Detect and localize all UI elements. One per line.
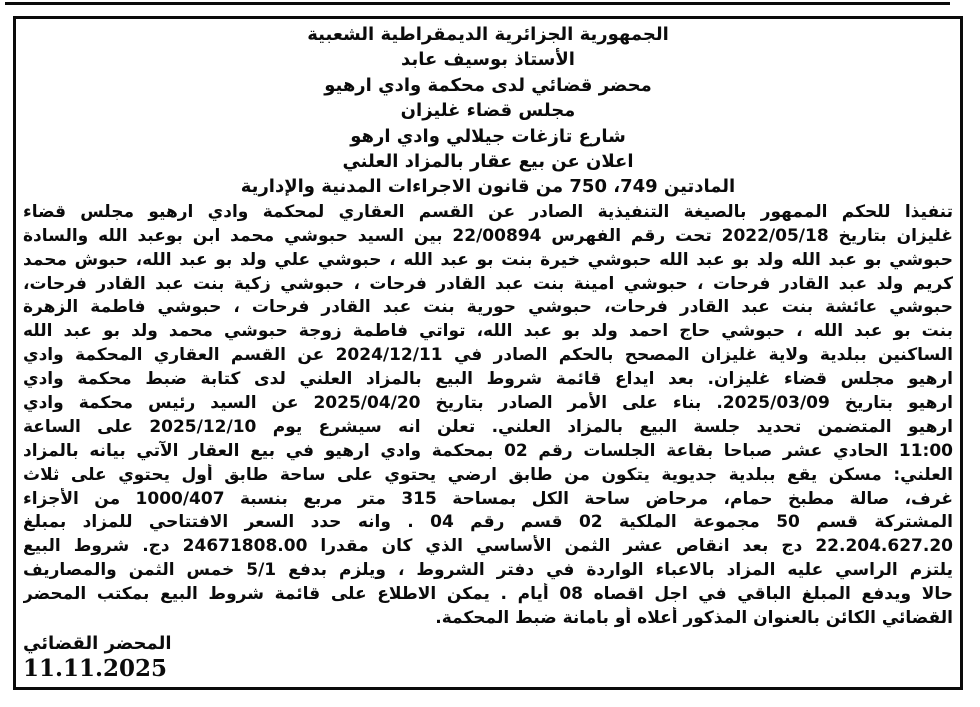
notice-body-paragraph [23, 201, 953, 631]
notice-header [23, 22, 953, 200]
header-line: شارع تازغات جيلالي وادي ارهو [350, 125, 626, 147]
body-line: القضائي الكائن بالعنوان المذكور أعلاه أو بامانة ضبط المحكمة. [435, 607, 953, 628]
body-line: ارهيو المتضمن تحديد جلسة البيع بالمزاد العلني. تعلن انه سيشرع يوم 2025/12/10 على الساعة [23, 416, 953, 437]
body-line: حبوشي بو عبد الله ولد بو عبد الله حبوشي خيرة بنت بو عبد الله ، حبوشي علي ولد بو عبد الله، حبوش محمد [23, 249, 953, 270]
body-line: غليزان بتاريخ 2022/05/18 تحت رقم الفهرس 22/00894 بين السيد حبوشي محمد ابن بوعبد الله والسادة [23, 225, 953, 246]
body-line: غرف، صالة مطبخ حمام، مرحاض ساحة الكل بمساحة 315 متر مربع بنسبة 1000/407 من الأجزاء [23, 488, 953, 509]
signature-title: المحضر القضائي [23, 632, 172, 654]
header-line: مجلس قضاء غليزان [400, 100, 576, 122]
body-line: يلتزم الراسي عليه المزاد بالاعباء الواردة في دفتر الشروط ، ويلزم بدفع 5/1 خمس الثمن والمصاريف [23, 560, 953, 581]
header-line: المادتين 749، 750 من قانون الاجراءات المدنية والإدارية [240, 176, 736, 198]
body-line: المشتركة قسم 50 مجموعة الملكية 02 قسم رقم 04 . وانه حدد السعر الافتتاحي للمزاد بمبلغ [23, 512, 953, 533]
body-line: 11:00 الحادي عشر صباحا بقاعة الجلسات رقم 02 بمحكمة وادي ارهيو في بيع العقار الآتي بيانه بالمزاد [23, 440, 953, 461]
body-line: العلني: مسكن يقع ببلدية جديوية يتكون من طابق ارضي يحتوي على ساحة طابق أول يحتوي على ثلاث [23, 464, 953, 485]
header-line: الأستاذ بوسيف عابد [401, 49, 575, 71]
header-line: اعلان عن بيع عقار بالمزاد العلني [342, 151, 634, 173]
header-line: الجمهورية الجزائرية الديمقراطية الشعبية [307, 24, 669, 45]
body-line: حبوشي عائشة بنت عبد القادر فرحات، حبوشي حورية بنت عبد القادر فرحات ، حبوشي فاطمة الزهرة [23, 297, 953, 318]
body-line: تنفيذا للحكم الممهور بالصيغة التنفيذية الصادر عن القسم العقاري لمحكمة وادي ارهيو مجلس قضاء [23, 201, 953, 222]
body-line: كريم ولد عبد القادر فرحات ، حبوشي امينة بنت عبد القادر فرحات ، حبوشي زكية بنت عبد القادر فرحات، [23, 273, 953, 294]
scan-edge-line [5, 2, 950, 5]
body-line: حالا ويدفع المبلغ الباقي في اجل اقصاه 08 أيام . يمكن الاطلاع على قائمة شروط البيع بمكتب المحضر [23, 584, 953, 605]
legal-notice-document [13, 16, 963, 690]
body-line: الساكنين ببلدية ولاية غليزان المصحح بالحكم الصادر في 2024/12/11 عن القسم العقاري المحكمة وادي [23, 345, 953, 366]
body-line: ارهيو بتاريخ 2025/03/09. بناء على الأمر الصادر بتاريخ 2025/04/20 عن السيد رئيس محكمة وادي [23, 392, 953, 413]
body-line: 22.204.627.20 دج بعد انقاص عشر الثمن الأساسي الذي كان مقدرا 24671808.00 دج. شروط البيع [23, 536, 953, 557]
body-line: ارهيو مجلس قضاء غليزان. بعد ايداع قائمة شروط البيع بالمزاد العلني لدى كتابة ضبط محكمة وادي [23, 369, 953, 390]
signature-date: 11.11.2025 [23, 654, 168, 682]
signature-block [23, 632, 953, 682]
header-line: محضر قضائي لدى محكمة وادي ارهيو [324, 74, 652, 96]
body-line: بنت بو عبد الله ، حبوشي حاج احمد ولد بو عبد الله، تواتي فاطمة زوجة حبوشي محمد ولد بو عبد الله [23, 321, 953, 342]
